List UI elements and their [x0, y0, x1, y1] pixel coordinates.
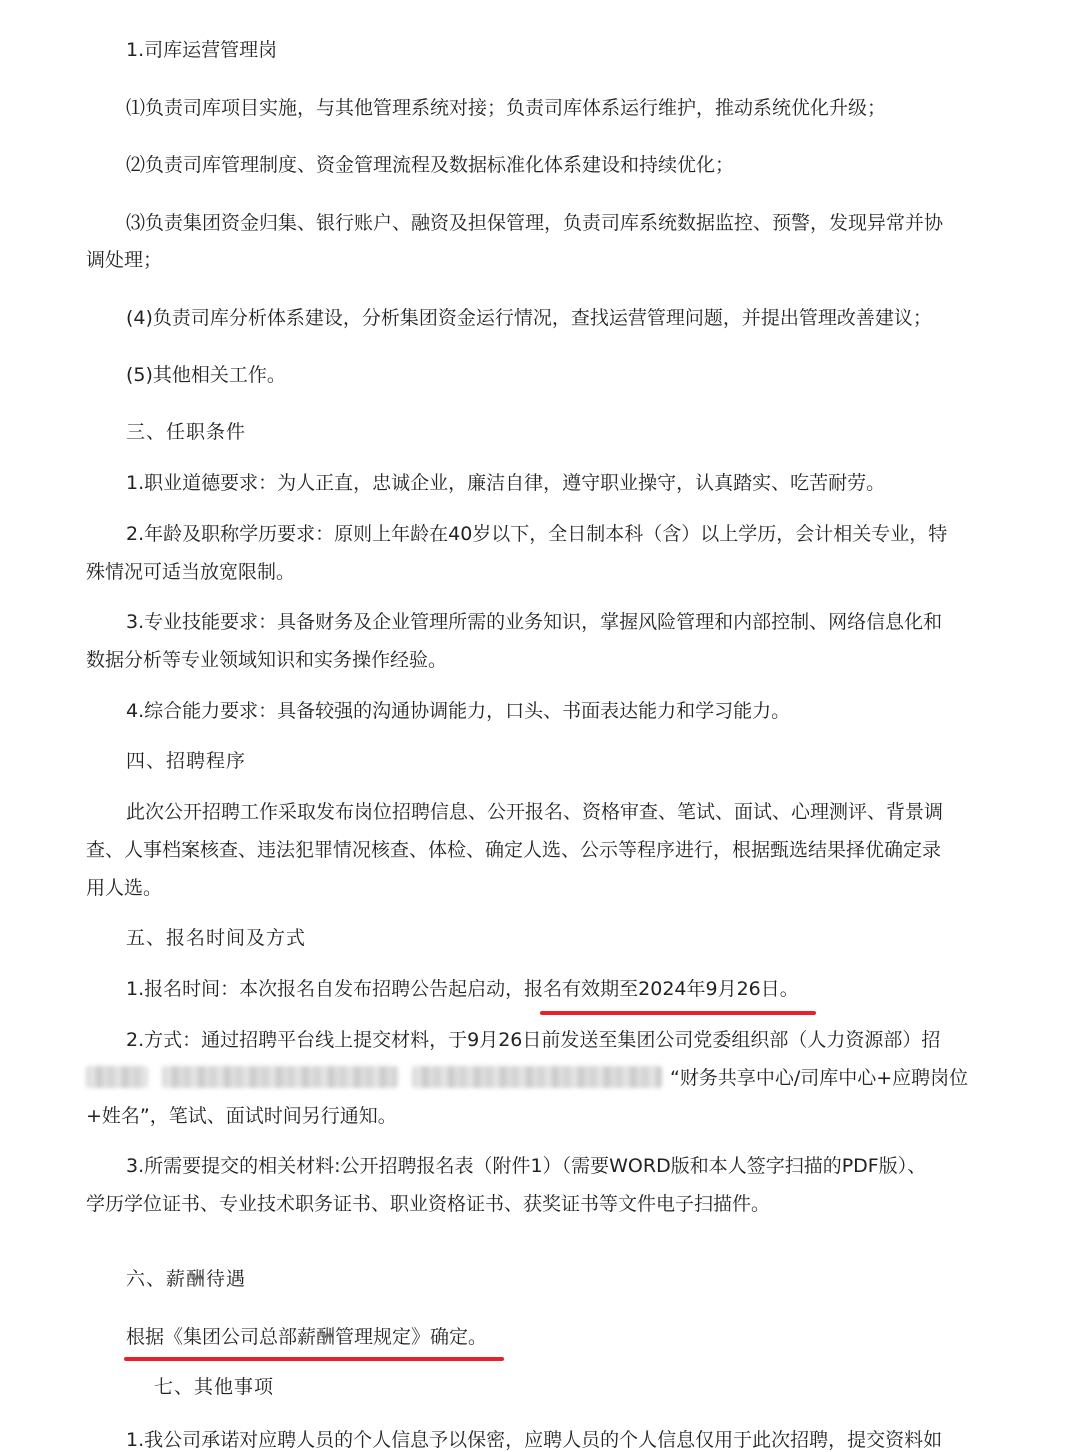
section-heading-other-matters: 七、其他事项 — [154, 1376, 275, 1398]
section-heading-compensation: 六、薪酬待遇 — [126, 1268, 247, 1290]
duty-item: ⑵负责司库管理制度、资金管理流程及数据标准化体系建设和持续优化； — [126, 154, 735, 176]
registration-method-line: “财务共享中心/司库中心+应聘岗位 — [670, 1067, 969, 1089]
duty-item: (5)其他相关工作。 — [126, 364, 286, 386]
duty-item: (4)负责司库分析体系建设，分析集团资金运行情况，查找运营管理问题，并提出管理改善建议； — [126, 307, 932, 329]
qualification-line: 4.综合能力要求：具备较强的沟通协调能力，口头、书面表达能力和学习能力。 — [126, 700, 791, 722]
registration-deadline-highlight: 报名有效期至2024年9月26日。 — [524, 978, 799, 1000]
qualification-line: 3.专业技能要求：具备财务及企业管理所需的业务知识，掌握风险管理和内部控制、网络信息化和 — [126, 611, 943, 633]
section-heading-procedure: 四、招聘程序 — [126, 750, 247, 772]
cut-off-bottom-line: 1.我公司承诺对应聘人员的个人信息予以保密，应聘人员的个人信息仅用于此次招聘，提交资料如 — [126, 1429, 943, 1451]
qualification-line: 1.职业道德要求：为人正直，忠诚企业，廉洁自律，遵守职业操守，认真踏实、吃苦耐劳。 — [126, 472, 886, 494]
redacted-text-blur — [412, 1066, 662, 1088]
qualification-line: 数据分析等专业领域知识和实务操作经验。 — [86, 649, 448, 671]
section-heading-qualifications: 三、任职条件 — [126, 421, 247, 443]
red-underline-deadline — [540, 1011, 816, 1015]
red-underline-compensation — [124, 1357, 504, 1361]
registration-time-line — [126, 977, 799, 1001]
registration-method-line: 2.方式：通过招聘平台线上提交材料，于9月26日前发送至集团公司党委组织部（人力资源部）招 — [126, 1029, 941, 1051]
duty-item: ⑴负责司库项目实施，与其他管理系统对接；负责司库体系运行维护，推动系统优化升级； — [126, 97, 887, 119]
materials-line: 学历学位证书、专业技术职务证书、职业资格证书、获奖证书等文件电子扫描件。 — [86, 1193, 771, 1215]
qualification-line: 2.年龄及职称学历要求：原则上年龄在40岁以下，全日制本科（含）以上学历，会计相关专业，特 — [126, 523, 948, 545]
registration-method-line: +姓名”，笔试、面试时间另行通知。 — [86, 1105, 397, 1127]
procedure-line: 查、人事档案核查、违法犯罪情况核查、体检、确定人选、公示等程序进行，根据甄选结果择优确定录 — [86, 839, 942, 861]
procedure-line: 此次公开招聘工作采取发布岗位招聘信息、公开报名、资格审查、笔试、面试、心理测评、背景调 — [126, 801, 944, 823]
duty-item-continuation: 调处理； — [86, 249, 163, 271]
duty-item: ⑶负责集团资金归集、银行账户、融资及担保管理，负责司库系统数据监控、预警，发现异常并协 — [126, 212, 944, 234]
qualification-line: 殊情况可适当放宽限制。 — [86, 561, 296, 583]
job-title: 1.司库运营管理岗 — [126, 39, 278, 61]
redacted-text-blur — [86, 1066, 148, 1088]
procedure-line: 用人选。 — [86, 877, 163, 899]
redacted-text-blur — [162, 1066, 398, 1088]
compensation-text: 根据《集团公司总部薪酬管理规定》确定。 — [126, 1326, 488, 1348]
materials-line: 3.所需要提交的相关材料:公开招聘报名表（附件1）（需要WORD版和本人签字扫描的PDF版）、 — [126, 1155, 927, 1177]
registration-time-prefix: 1.报名时间：本次报名自发布招聘公告起启动， — [126, 978, 525, 1000]
section-heading-registration: 五、报名时间及方式 — [126, 927, 307, 949]
